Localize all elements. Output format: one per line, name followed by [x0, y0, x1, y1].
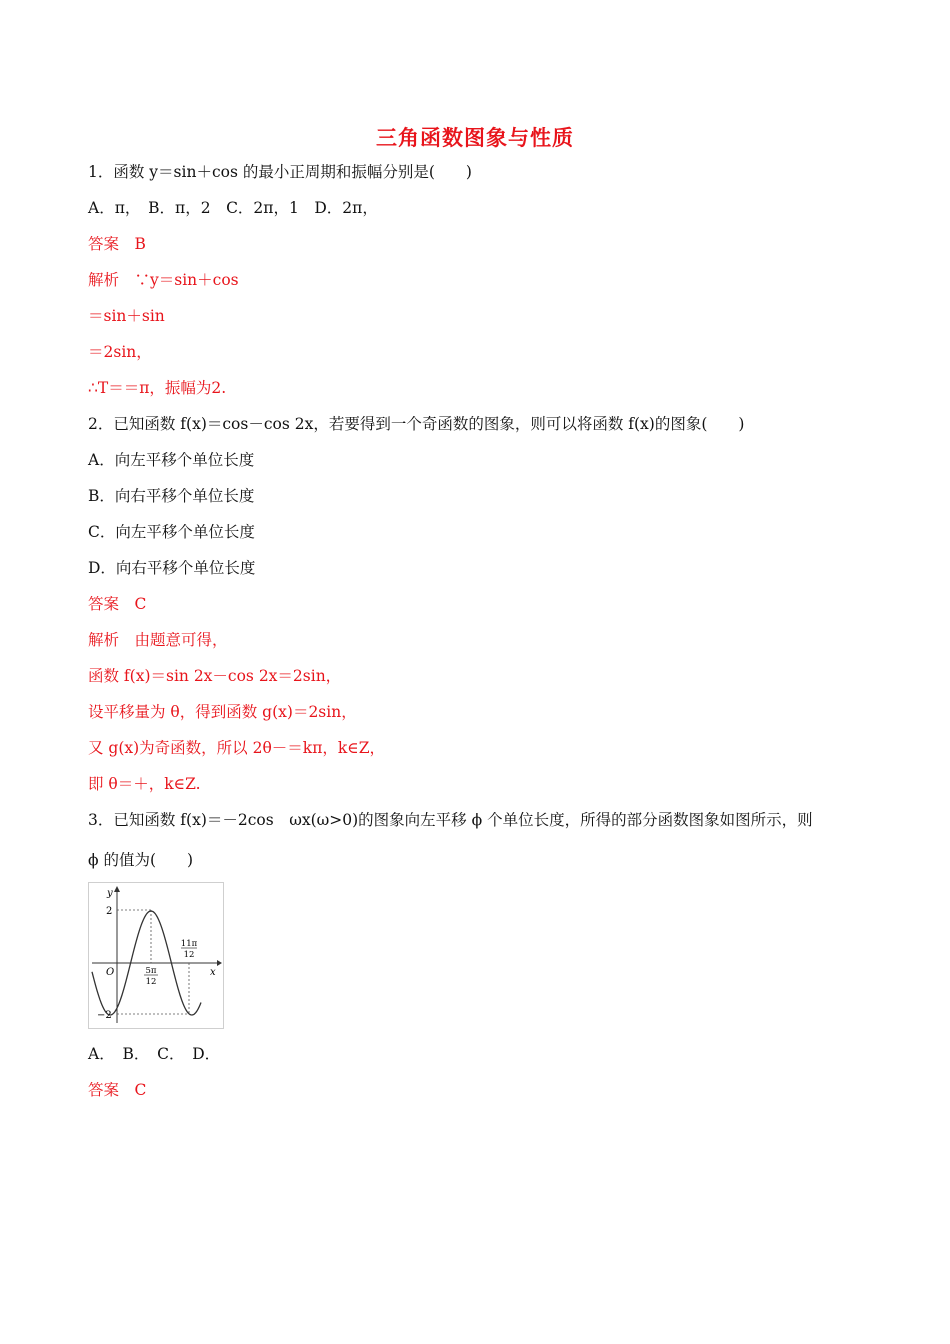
y-min-label: −2 [97, 1010, 112, 1021]
q2-answer: 答案 C [88, 595, 147, 613]
origin-label: O [106, 967, 115, 978]
q2-option-c: C．向左平移个单位长度 [88, 523, 255, 541]
x-axis-arrow [217, 960, 222, 966]
y-axis-label: y [107, 888, 113, 899]
y-axis-arrow [114, 886, 120, 892]
q3-question-1: 3．已知函数 f(x)＝－2cos ωx(ω>0)的图象向左平移 ϕ 个单位长度，所得的部分函数图象如图所示，则 [88, 811, 813, 829]
tick-5pi-12-denominator: 12 [145, 977, 157, 987]
q2-analysis-1: 解析 由题意可得， [88, 631, 228, 649]
q3-question-2: ϕ 的值为( ) [88, 851, 194, 869]
q1-analysis-2: ＝sin＋sin [88, 307, 165, 325]
page-title: 三角函数图象与性质 [376, 126, 574, 150]
q1-analysis-1: 解析 ∵y＝sin＋cos [88, 271, 239, 289]
q2-question: 2．已知函数 f(x)＝cos－cos 2x，若要得到一个奇函数的图象，则可以将函数 f(x)的图象( ) [88, 415, 745, 433]
q2-option-d: D．向右平移个单位长度 [88, 559, 256, 577]
q3-answer: 答案 C [88, 1081, 147, 1099]
q2-analysis-3: 设平移量为 θ，得到函数 g(x)＝2sin， [88, 703, 357, 721]
q1-question: 1．函数 y＝sin＋cos 的最小正周期和振幅分别是( ) [88, 163, 472, 181]
q2-analysis-4: 又 g(x)为奇函数，所以 2θ－＝kπ，k∈Z， [88, 739, 386, 757]
x-axis-label: x [210, 967, 216, 978]
q3-options: A． B． C． D． [88, 1045, 221, 1063]
q3-function-graph [88, 882, 224, 1029]
tick-11pi-12-denominator: 12 [183, 950, 195, 960]
q2-option-a: A．向左平移个单位长度 [88, 451, 255, 469]
q2-analysis-5: 即 θ＝＋，k∈Z. [88, 775, 201, 793]
q1-analysis-3: ＝2sin， [88, 343, 152, 361]
tick-11pi-12-numerator: 11π [180, 939, 198, 949]
tick-5pi-12-numerator: 5π [145, 966, 157, 976]
q1-answer: 答案 B [88, 235, 146, 253]
q1-analysis-4: ∴T＝＝π，振幅为2. [88, 379, 227, 397]
y-max-label: 2 [106, 906, 113, 917]
q2-option-b: B．向右平移个单位长度 [88, 487, 255, 505]
q1-options: A．π， B．π，2 C．2π，1 D．2π， [88, 199, 378, 217]
q2-analysis-2: 函数 f(x)＝sin 2x－cos 2x＝2sin， [88, 667, 342, 685]
